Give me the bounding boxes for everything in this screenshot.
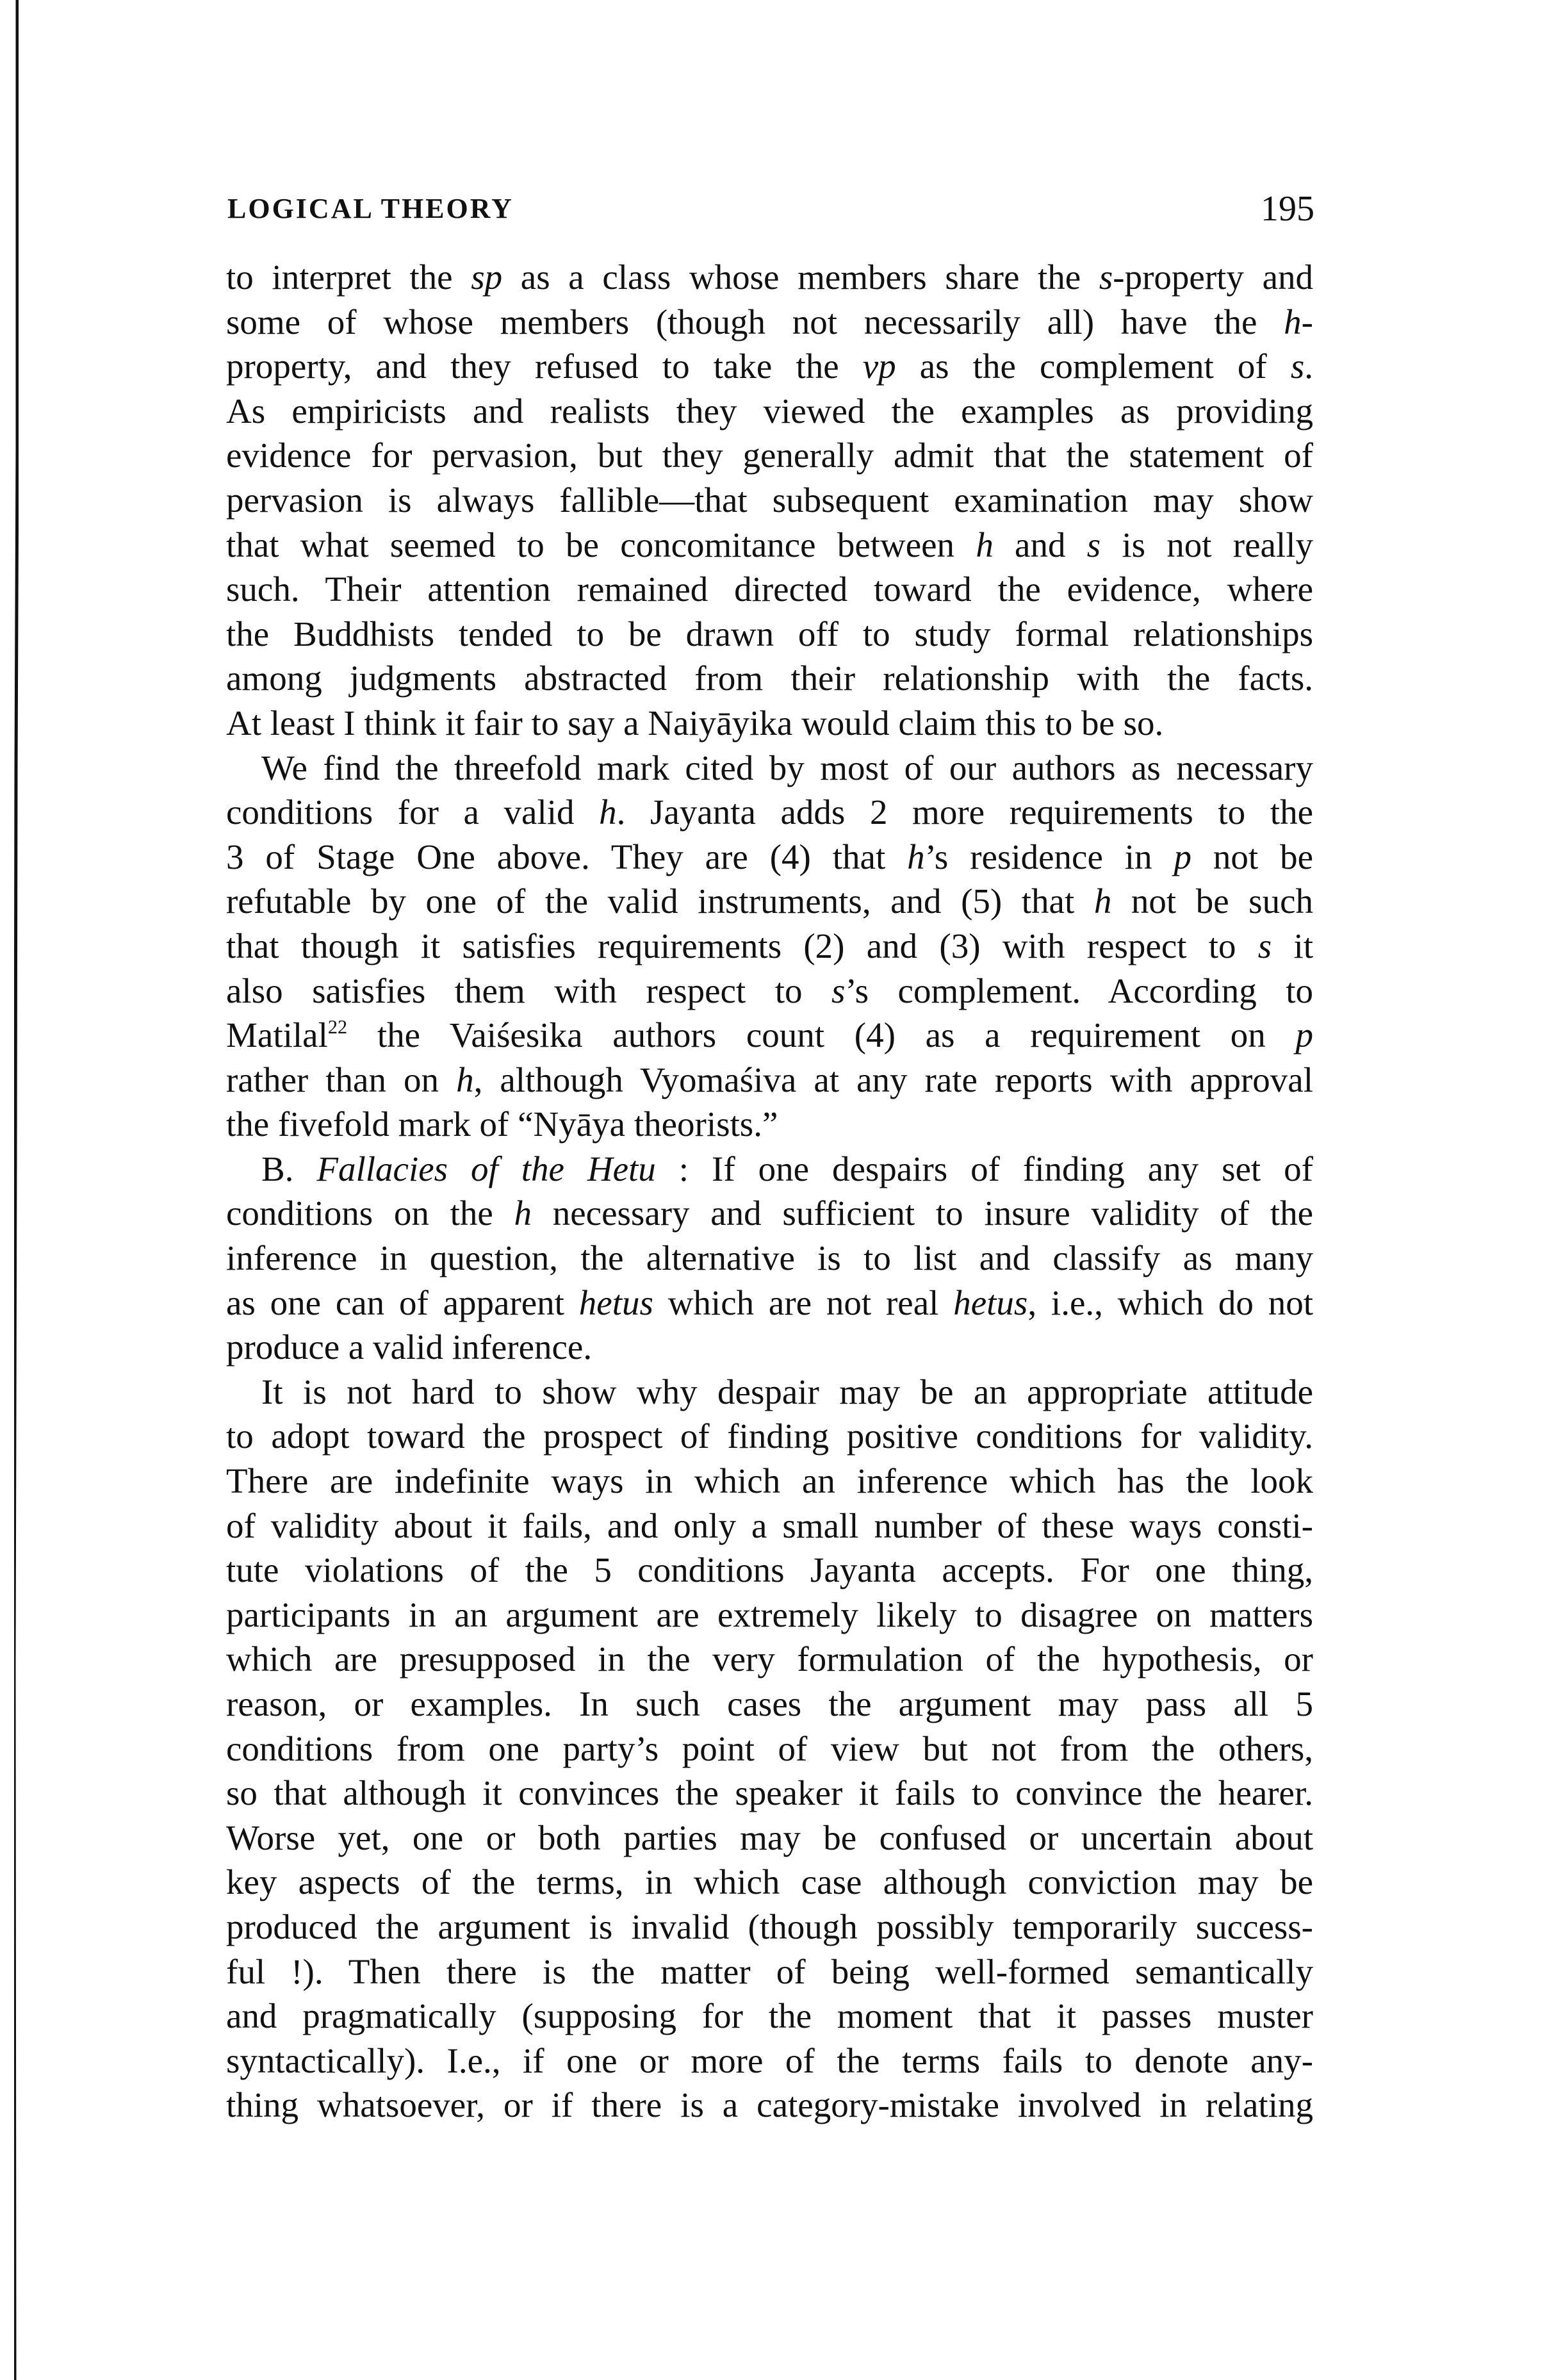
text-run: some of whose members (though not necessarily all) have the [226,302,1284,341]
text-line [226,1905,1313,1949]
text-run: necessary and sufficient to insure validity of the [532,1194,1313,1233]
text-run: , i.e., which do not [1027,1283,1313,1322]
running-head [227,189,1314,231]
text-line [226,746,1313,791]
text-run: - [1301,302,1313,341]
text-line [226,1548,1313,1593]
text-line [226,255,1313,300]
text-run: We find the threefold mark cited by most of our authors as necessary [261,748,1313,787]
text-line [226,701,1313,746]
text-line [226,1414,1313,1459]
text-run: conditions on the [226,1194,514,1233]
text-line [226,924,1313,969]
text-run: thing whatsoever, or if there is a category-mistake involved in relating [226,2085,1313,2125]
text-run: refutable by one of the valid instruments, and (5) that [226,882,1094,921]
text-run: as a class whose members share the [502,258,1099,297]
italic-term: h [1284,302,1302,341]
text-line [226,835,1313,880]
text-line [226,1637,1313,1682]
italic-term: hetus [578,1283,653,1322]
text-run: Matilal [226,1015,328,1055]
text-line [226,2083,1313,2128]
text-line [226,1191,1313,1236]
text-run: Worse yet, one or both parties may be confused or uncertain about [226,1818,1313,1857]
text-run: It is not hard to show why despair may be an appropriate attitude [261,1372,1313,1411]
text-line [226,2039,1313,2083]
text-line [226,879,1313,924]
text-line [226,567,1313,612]
text-line [226,1459,1313,1504]
text-line [226,612,1313,657]
text-run: ’s residence in [924,837,1174,876]
italic-term: Fallacies of the Hetu [316,1149,656,1188]
italic-term: s [1290,347,1305,386]
text-run: ful !). Then there is the matter of being well-formed semantically [226,1951,1313,1991]
text-run: that what seemed to be concomitance between [226,525,976,564]
text-line [226,433,1313,478]
text-line [226,1102,1313,1147]
text-line [226,523,1313,568]
text-run: and [993,525,1087,564]
text-run: produce a valid inference. [226,1327,593,1367]
text-line [226,1949,1313,1994]
text-line [226,344,1313,389]
italic-term: s [831,971,846,1010]
text-run: which are presupposed in the very formulation of the hypothesis, or [226,1639,1313,1679]
text-line [226,1013,1313,1058]
text-line [226,790,1313,835]
text-run: and pragmatically (supposing for the moment that it passes muster [226,1996,1313,2036]
italic-term: s [1257,926,1272,965]
text-line [226,1771,1313,1816]
text-line [226,1727,1313,1771]
text-line [226,1860,1313,1905]
text-run: is not really [1101,525,1313,564]
text-run: the fivefold mark of “Nyāya theorists.” [226,1104,778,1144]
text-run: produced the argument is invalid (though possibly temporarily success- [226,1907,1313,1946]
text-run: to adopt toward the prospect of finding positive conditions for validity. [226,1416,1313,1456]
text-run: . [1304,347,1313,386]
text-run: the Buddhists tended to be drawn off to study formal relationships [226,614,1313,653]
italic-term: p [1295,1015,1313,1055]
text-run: to interpret the [226,258,471,297]
text-run: rather than on [226,1060,457,1099]
text-line [226,1504,1313,1548]
text-line [226,1682,1313,1727]
text-run: B. [261,1149,317,1188]
text-run: that though it satisfies requirements (2) and (3) with respect to [226,926,1258,965]
text-line [226,1281,1313,1325]
italic-term: h [907,837,925,876]
italic-term: h [1093,882,1112,921]
text-line [226,389,1313,434]
body-text [226,255,1313,2128]
text-run: tute violations of the 5 conditions Jayanta accepts. For one thing, [226,1550,1313,1590]
text-run: There are indefinite ways in which an inference which has the look [226,1461,1313,1501]
text-run: among judgments abstracted from their relationship with the facts. [226,659,1313,698]
italic-term: p [1174,837,1191,876]
text-run: so that although it convinces the speaker it fails to convince the hearer. [226,1773,1313,1813]
text-run: as the complement of [896,347,1291,386]
page-number: 195 [1261,189,1314,229]
text-run: reason, or examples. In such cases the argument may pass all 5 [226,1684,1313,1723]
italic-term: hetus [953,1283,1028,1322]
text-run: not be such [1111,882,1313,921]
italic-term: h [599,792,617,832]
text-run: At least I think it fair to say a Naiyāyika would claim this to be so. [226,703,1164,743]
text-run: conditions for a valid [226,792,600,832]
text-run: such. Their attention remained directed toward the evidence, where [226,570,1313,609]
text-line [226,1370,1313,1415]
footnote-marker: 22 [327,1015,348,1038]
text-run: as one can of apparent [226,1283,579,1322]
text-run: -property and [1113,258,1313,297]
text-run: , although Vyomaśiva at any rate reports with approval [473,1060,1313,1099]
text-run: the Vaiśesika authors count (4) as a requirement on [347,1015,1296,1055]
text-run: . Jayanta adds 2 more requirements to the [616,792,1313,832]
text-line [226,1816,1313,1860]
text-run: As empiricists and realists they viewed the examples as providing [226,391,1313,431]
text-run: : If one despairs of finding any set of [655,1149,1313,1188]
text-line [226,1994,1313,2039]
scan-binding-edge-line [14,0,19,2380]
text-line [226,1058,1313,1103]
text-run: evidence for pervasion, but they generally admit that the statement of [226,436,1313,475]
text-line [226,969,1313,1014]
text-run: participants in an argument are extremely likely to disagree on matters [226,1595,1313,1634]
italic-term: sp [471,258,503,297]
italic-term: h [456,1060,474,1099]
text-line [226,1593,1313,1637]
italic-term: s [1099,258,1113,297]
text-run: ’s complement. According to [845,971,1314,1010]
text-run: syntactically). I.e., if one or more of the terms fails to denote any- [226,2040,1313,2080]
italic-term: s [1086,525,1101,564]
text-run: it [1272,926,1314,965]
text-line [226,656,1313,701]
italic-term: h [976,525,994,564]
text-run: pervasion is always fallible—that subsequent examination may show [226,480,1313,520]
running-head-title: LOGICAL THEORY [227,193,514,224]
text-run: 3 of Stage One above. They are (4) that [226,837,908,876]
italic-term: h [514,1194,532,1233]
text-run: not be [1191,837,1313,876]
text-line [226,1325,1313,1370]
text-run: inference in question, the alternative is to list and classify as many [226,1238,1313,1278]
text-line [226,1236,1313,1281]
text-run: key aspects of the terms, in which case although conviction may be [226,1862,1313,1902]
text-run: also satisfies them with respect to [226,971,831,1010]
text-run: conditions from one party’s point of view but not from the others, [226,1728,1313,1768]
text-line [226,1147,1313,1192]
text-run: property, and they refused to take the [226,347,863,386]
text-line [226,478,1313,523]
text-run: of validity about it fails, and only a small number of these ways consti- [226,1506,1313,1545]
text-run: which are not real [653,1283,954,1322]
text-line [226,300,1313,345]
italic-term: vp [862,347,896,386]
